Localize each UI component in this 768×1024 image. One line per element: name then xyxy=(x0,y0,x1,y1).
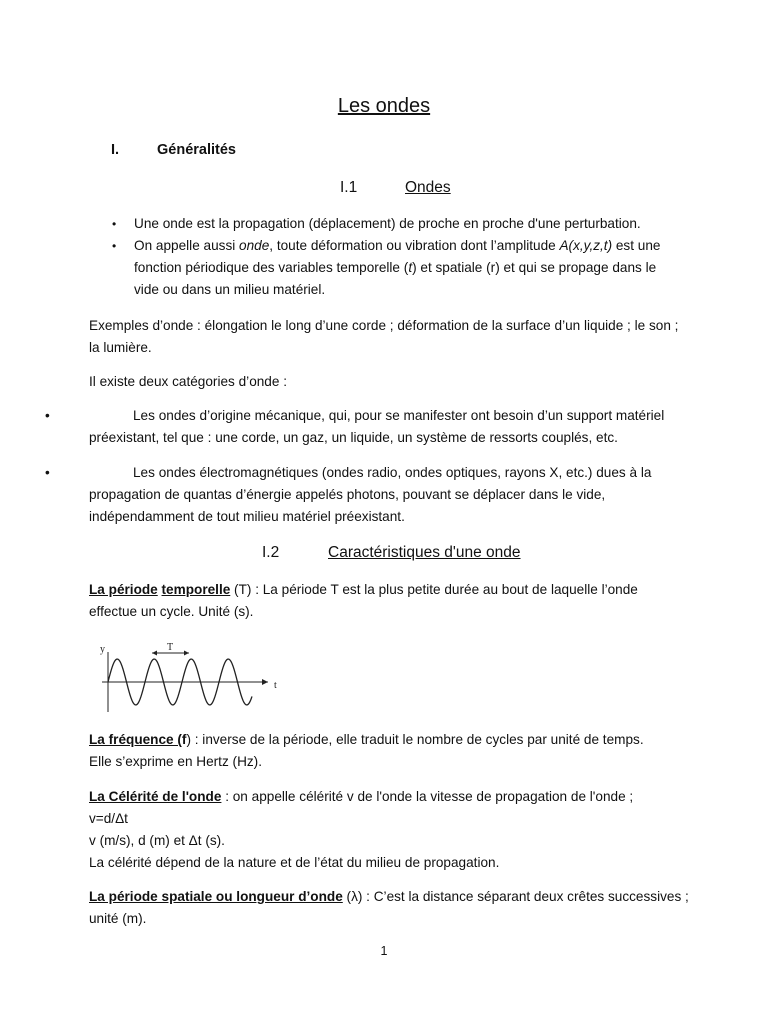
term-label: La Célérité de l'onde xyxy=(89,789,222,804)
term-label: La fréquence ( xyxy=(89,732,182,747)
emphasis-run: onde xyxy=(239,238,270,253)
definition-text: (λ) : C’est la distance séparant deux crêtes successives ; unité (m). xyxy=(89,889,689,926)
subsection-label: Ondes xyxy=(405,179,451,196)
celerite-paragraph xyxy=(89,786,689,874)
text-run: , toute déformation ou vibration dont l’amplitude xyxy=(269,238,560,253)
subsection-label: Caractéristiques d'une onde xyxy=(328,544,521,561)
bullet-icon: • xyxy=(112,239,117,253)
categories-intro: Il existe deux catégories d’onde : xyxy=(89,374,287,389)
longueur-paragraph xyxy=(89,886,689,930)
definition-text: Elle s’exprime en Hertz (Hz). xyxy=(89,754,262,769)
term-symbol: f xyxy=(181,732,187,747)
category-text: Les ondes électromagnétiques (ondes radio, ondes optiques, rayons X, etc.) dues à la propagation de quantas d’énergie appelés photons, pouvant se déplacer dans le vide, indépendamment de tout milieu matériel préexistant. xyxy=(89,465,652,524)
page-number: 1 xyxy=(380,944,388,958)
examples-paragraph: Exemples d’onde : élongation le long d’une corde ; déformation de la surface d’un liquide ; le son ; la lumière. xyxy=(89,318,679,355)
category-text: Les ondes d’origine mécanique, qui, pour se manifester ont besoin d’un support matériel préexistant, tel que : une corde, un gaz, un liquide, un système de ressorts couplés, etc. xyxy=(89,408,665,445)
bullet-icon: • xyxy=(45,465,50,480)
bullet-icon: • xyxy=(112,217,117,231)
text-run: ) et spatiale (r) et qui se propage dans le vide ou dans un milieu matériel. xyxy=(134,260,657,297)
term-label: La période spatiale ou longueur d’onde xyxy=(89,889,343,904)
text-run: est une fonction périodique des variables temporelle ( xyxy=(134,238,661,275)
period-label: T xyxy=(167,642,174,653)
subsection-heading-caracteristiques xyxy=(262,541,521,565)
subsection-number: I.2 xyxy=(262,544,280,561)
definition-text: (T) : La période T est la plus petite durée au bout de laquelle l’onde effectue un cycle. Unité (s). xyxy=(89,582,638,619)
period-arrow-left xyxy=(152,651,157,656)
definition-text: La célérité dépend de la nature et de l’état du milieu de propagation. xyxy=(89,855,500,870)
bullet-text-1: Une onde est la propagation (déplacement) de proche en proche d'une perturbation. xyxy=(134,216,641,231)
periode-paragraph xyxy=(89,579,689,623)
t-axis-arrow xyxy=(262,679,268,685)
bullet-text-2 xyxy=(134,235,682,301)
subsection-heading-ondes xyxy=(340,176,451,200)
term-label: La période xyxy=(89,582,158,597)
formula-text: v=d/Δt xyxy=(89,811,128,826)
period-arrow-right xyxy=(184,651,189,656)
subsection-number: I.1 xyxy=(340,179,358,196)
definition-text: : on appelle célérité v de l'onde la vitesse de propagation de l'onde ; xyxy=(221,789,634,804)
section-number: I. xyxy=(111,142,120,158)
category-mechanical xyxy=(45,405,689,449)
page-title: Les ondes xyxy=(337,95,431,117)
bullet-icon: • xyxy=(45,408,50,423)
t-axis-label: t xyxy=(274,680,277,691)
definition-text: ) : inverse de la période, elle traduit le nombre de cycles par unité de temps. xyxy=(186,732,644,747)
emphasis-run: A(x,y,z,t) xyxy=(559,238,613,253)
category-electromagnetic xyxy=(45,462,689,528)
units-text: v (m/s), d (m) et Δt (s). xyxy=(89,833,225,848)
frequence-paragraph xyxy=(89,729,689,773)
text-run: On appelle aussi xyxy=(134,238,240,253)
sine-wave-figure xyxy=(92,638,292,716)
y-axis-label: y xyxy=(100,644,105,655)
term-label: temporelle xyxy=(161,582,231,597)
emphasis-run: t xyxy=(408,260,413,275)
section-label: Généralités xyxy=(157,142,236,158)
